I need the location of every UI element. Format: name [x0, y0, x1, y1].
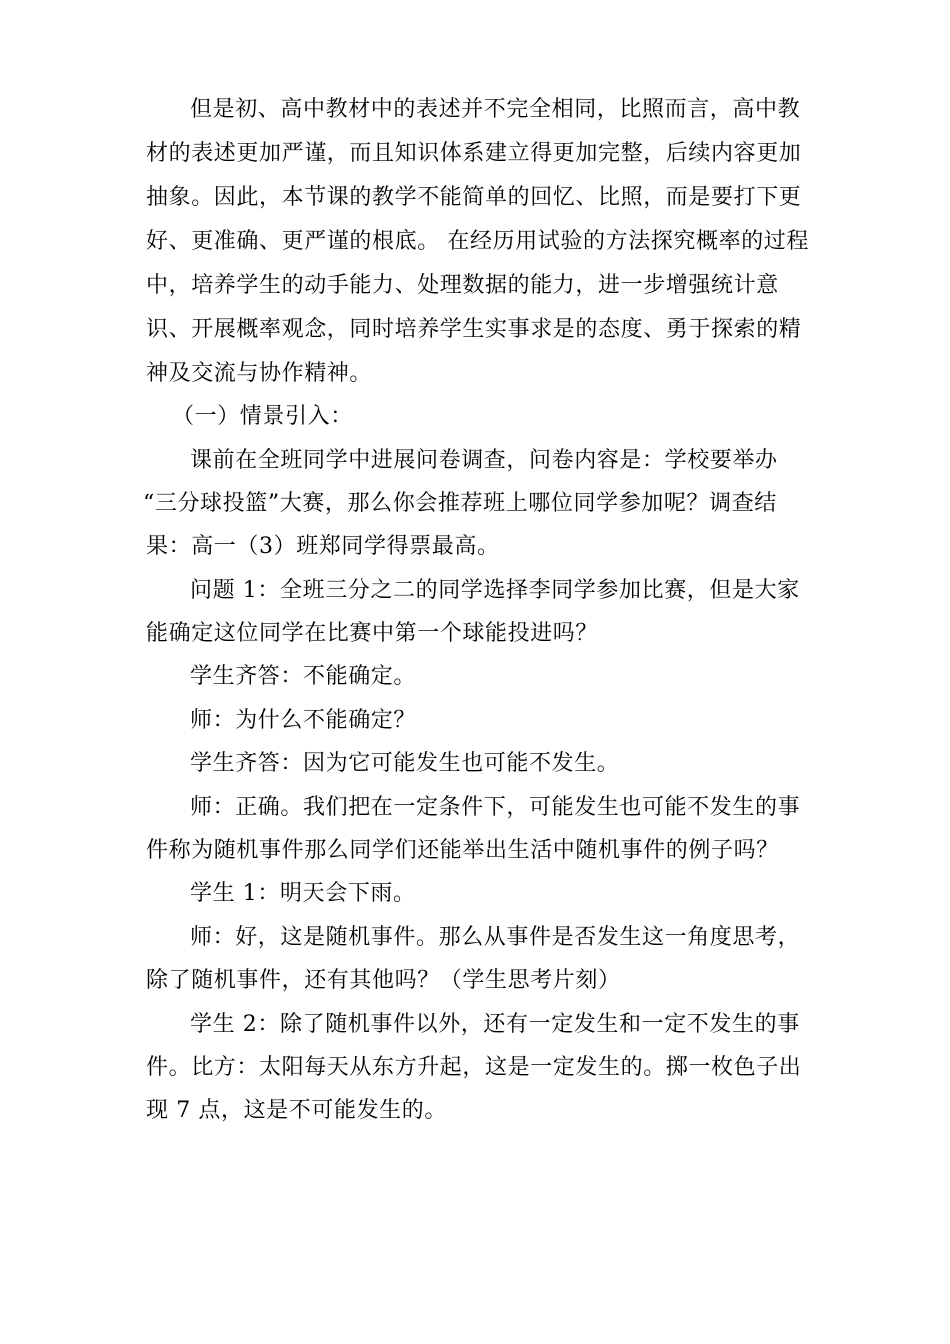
section-heading: （一）情景引入：: [172, 404, 353, 429]
text-line: 学生 1：明天会下雨。: [190, 881, 416, 906]
text-line: 好、更准确、更严谨的根底。 在经历用试验的方法探究概率的过程: [146, 229, 809, 254]
text-line: 中，培养学生的动手能力、处理数据的能力，进一步增强统计意: [146, 273, 779, 298]
text-line: 师：为什么不能确定？: [190, 708, 417, 733]
text-line: 学生齐答：因为它可能发生也可能不发生。: [190, 751, 620, 776]
text-line: 抽象。因此，本节课的教学不能简单的回忆、比照，而是要打下更: [146, 185, 802, 210]
text-line: 能确定这位同学在比赛中第一个球能投进吗？: [146, 621, 599, 646]
text-line: 学生 2：除了随机事件以外，还有一定发生和一定不发生的事: [190, 1012, 800, 1037]
text-line: 神及交流与协作精神。: [146, 361, 373, 386]
text-line: 现 7 点，这是不可能发生的。: [146, 1098, 447, 1123]
text-line: 但是初、高中教材中的表述并不完全相同，比照而言，高中教: [190, 97, 801, 122]
text-line: 课前在全班同学中进展问卷调查，问卷内容是：学校要举办: [190, 448, 778, 473]
text-line: 问题 1：全班三分之二的同学选择李同学参加比赛，但是大家: [190, 578, 800, 603]
text-line: 除了随机事件，还有其他吗？（学生思考片刻）: [146, 968, 621, 993]
text-line: 师：好，这是随机事件。那么从事件是否发生这一角度思考，: [190, 925, 801, 950]
text-line: 材的表述更加严谨，而且知识体系建立得更加完整，后续内容更加: [146, 141, 802, 166]
text-line: “三分球投篮”大赛，那么你会推荐班上哪位同学参加呢？调查结: [143, 491, 777, 516]
text-line: 识、开展概率观念，同时培养学生实事求是的态度、勇于探索的精: [146, 317, 802, 342]
text-line: 件。比方：太阳每天从东方升起，这是一定发生的。掷一枚色子出: [146, 1055, 802, 1080]
text-line: 果：高一（3）班郑同学得票最高。: [146, 534, 500, 559]
text-line: 学生齐答：不能确定。: [190, 664, 417, 689]
text-line: 师：正确。我们把在一定条件下，可能发生也可能不发生的事: [190, 795, 801, 820]
text-line: 件称为随机事件那么同学们还能举出生活中随机事件的例子吗？: [146, 838, 779, 863]
